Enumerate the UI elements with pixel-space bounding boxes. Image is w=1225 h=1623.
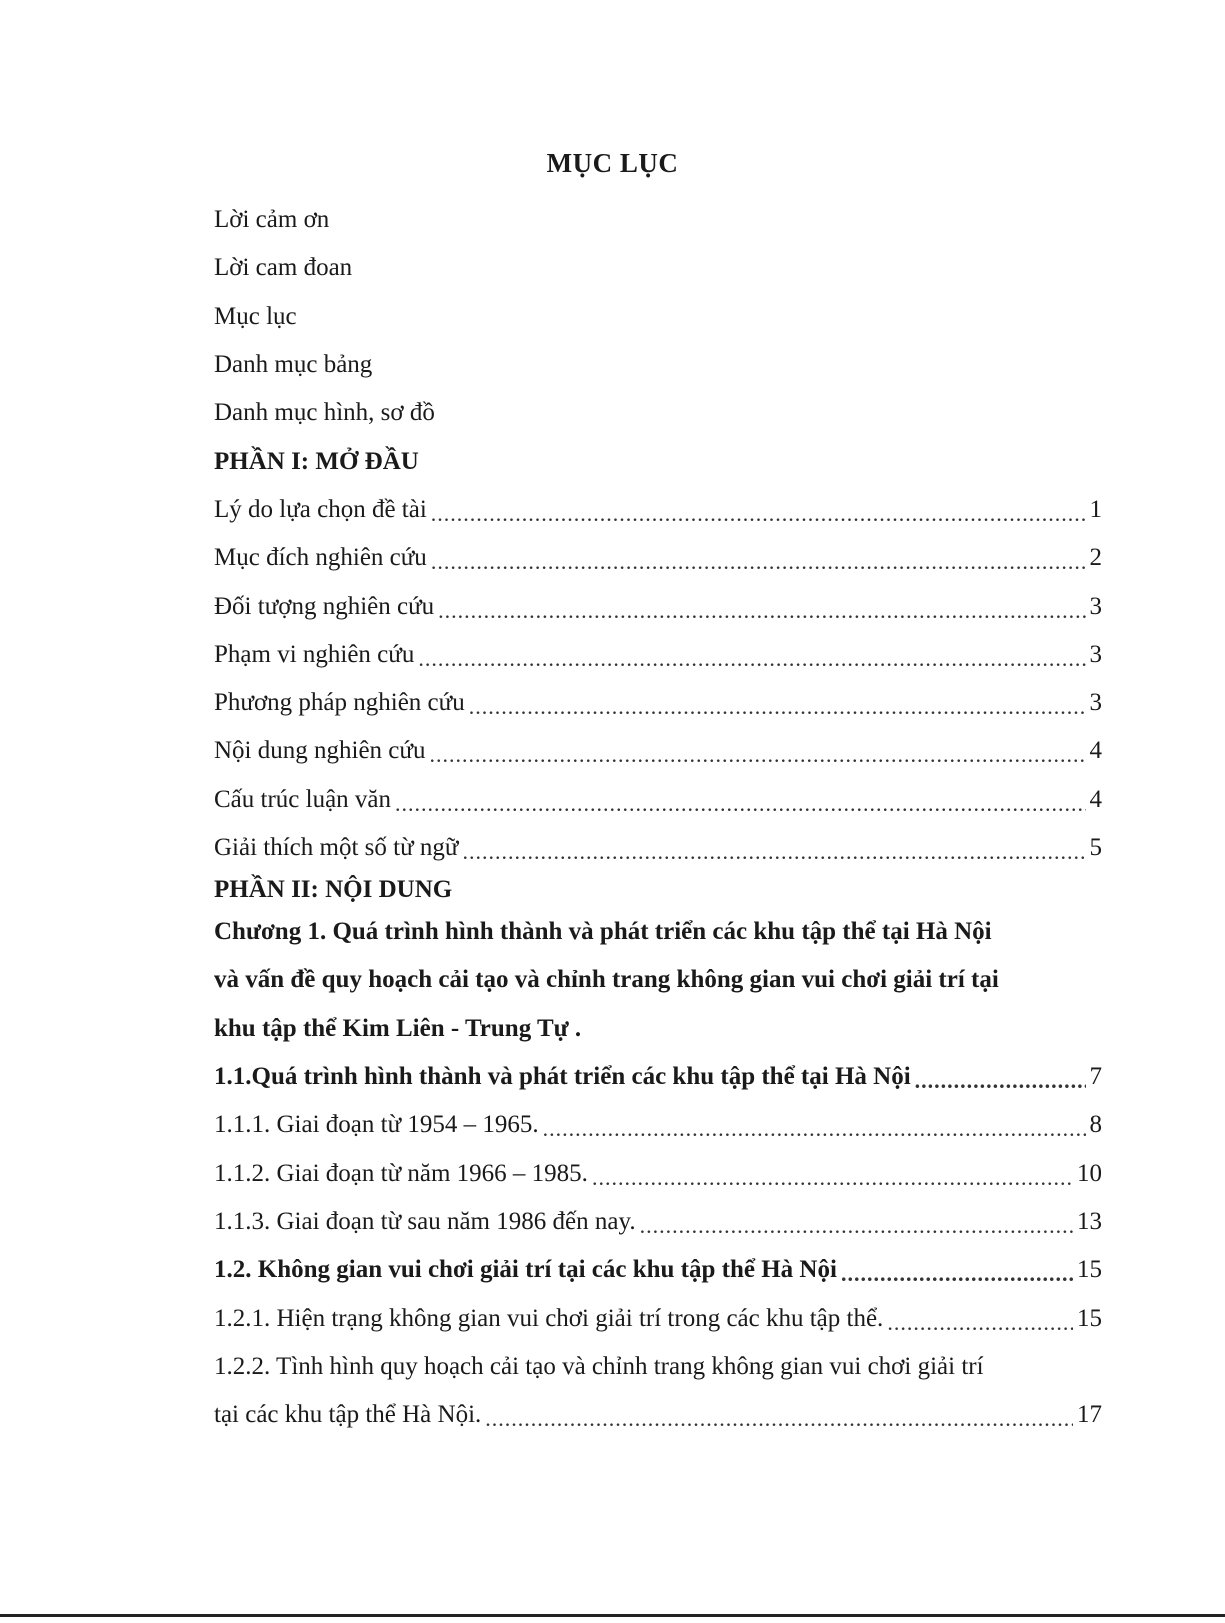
toc-entry: [214, 1101, 1102, 1149]
toc-front-label: Mục lục: [214, 302, 297, 330]
toc-front-item: [214, 389, 1102, 437]
chapter-line: khu tập thể Kim Liên - Trung Tự .: [214, 1014, 582, 1042]
toc-entry-page: 3: [1089, 689, 1102, 717]
toc-entry-page: 13: [1077, 1208, 1102, 1236]
toc-entry-label: Phạm vi nghiên cứu: [214, 640, 415, 668]
toc-entry-page: 10: [1077, 1159, 1102, 1187]
toc-front-label: Lời cam đoan: [214, 254, 353, 282]
toc-entry-label: 1.1.2. Giai đoạn từ năm 1966 – 1985.: [214, 1159, 588, 1187]
dot-leader: [438, 590, 1085, 624]
dot-leader: [462, 831, 1085, 865]
dot-leader: [469, 686, 1086, 720]
toc-entry-page: 4: [1089, 737, 1102, 765]
dot-leader: [418, 638, 1085, 672]
table-of-contents: [214, 196, 1102, 1439]
toc-entry-label-line2: tại các khu tập thể Hà Nội.: [214, 1401, 482, 1429]
toc-entry-label: Đối tượng nghiên cứu: [214, 592, 435, 620]
toc-entry: [214, 824, 1102, 872]
toc-entry: [214, 776, 1102, 824]
part2-heading-text: PHẦN II: NỘI DUNG: [214, 876, 453, 904]
chapter-line: và vấn đề quy hoạch cải tạo và chỉnh trang không gian vui chơi giải trí tại: [214, 966, 999, 994]
toc-entry: [214, 534, 1102, 582]
part1-heading-text: PHẦN I: MỞ ĐẦU: [214, 447, 419, 475]
toc-entry-page: 3: [1089, 640, 1102, 668]
toc-entry-page: 17: [1077, 1401, 1102, 1429]
toc-entry-page: 15: [1077, 1256, 1102, 1284]
toc-entry-label: 1.2. Không gian vui chơi giải trí tại các khu tập thể Hà Nội: [214, 1256, 837, 1284]
toc-entry: [214, 679, 1102, 727]
toc-entry: [214, 1053, 1102, 1101]
toc-entry: [214, 486, 1102, 534]
chapter-1-heading: [214, 908, 1102, 1053]
toc-entry-page: 15: [1077, 1304, 1102, 1332]
toc-front-item: [214, 196, 1102, 244]
page-title: MỤC LỤC: [546, 148, 679, 178]
toc-entry: [214, 1246, 1102, 1294]
toc-front-label: Danh mục bảng: [214, 351, 373, 379]
toc-entry-label: 1.1.3. Giai đoạn từ sau năm 1986 đến nay.: [214, 1208, 636, 1236]
dot-leader: [429, 734, 1085, 768]
toc-front-item: [214, 341, 1102, 389]
toc-entry-label: Phương pháp nghiên cứu: [214, 689, 465, 717]
toc-entry: [214, 1150, 1102, 1198]
toc-entry-line2: [214, 1391, 1102, 1439]
chapter-line: Chương 1. Quá trình hình thành và phát triển các khu tập thể tại Hà Nội: [214, 918, 992, 946]
part1-heading: [214, 437, 1102, 485]
toc-entry-page: 2: [1089, 544, 1102, 572]
toc-front-label: Lời cảm ơn: [214, 206, 330, 234]
dot-leader: [395, 783, 1085, 817]
dot-leader: [841, 1253, 1073, 1287]
toc-entry: [214, 1198, 1102, 1246]
dot-leader: [543, 1108, 1086, 1142]
toc-entry-page: 3: [1089, 592, 1102, 620]
dot-leader: [431, 493, 1086, 527]
toc-entry-label: Nội dung nghiên cứu: [214, 737, 426, 765]
toc-entry-page: 1: [1089, 495, 1102, 523]
dot-leader: [887, 1302, 1073, 1336]
toc-entry-label: 1.2.1. Hiện trạng không gian vui chơi giải trí trong các khu tập thể.: [214, 1304, 884, 1332]
toc-front-label: Danh mục hình, sơ đồ: [214, 399, 435, 427]
scan-edge-line: [0, 1614, 1225, 1617]
toc-front-item: [214, 293, 1102, 341]
toc-entry-label: 1.1.1. Giai đoạn từ 1954 – 1965.: [214, 1111, 539, 1139]
dot-leader: [485, 1398, 1073, 1432]
toc-entry-label: Mục đích nghiên cứu: [214, 544, 427, 572]
toc-entry-label: Cấu trúc luận văn: [214, 785, 392, 813]
toc-entry-label-line1: 1.2.2. Tình hình quy hoạch cải tạo và chỉnh trang không gian vui chơi giải trí: [214, 1352, 984, 1380]
toc-entry-page: 8: [1089, 1111, 1102, 1139]
toc-entry-label: Lý do lựa chọn đề tài: [214, 495, 427, 523]
toc-entry: [214, 582, 1102, 630]
dot-leader: [640, 1205, 1073, 1239]
toc-entry-page: 7: [1089, 1063, 1102, 1091]
toc-entry-label: 1.1.Quá trình hình thành và phát triển các khu tập thể tại Hà Nội: [214, 1063, 911, 1091]
toc-entry: [214, 1295, 1102, 1343]
toc-entry: [214, 631, 1102, 679]
dot-leader: [431, 541, 1086, 575]
toc-entry: [214, 727, 1102, 775]
dot-leader: [592, 1157, 1073, 1191]
dot-leader: [915, 1060, 1086, 1094]
toc-entry-page: 5: [1089, 834, 1102, 861]
toc-entry-wrapped: [214, 1343, 1102, 1440]
toc-entry-page: 4: [1089, 785, 1102, 813]
toc-entry-label: Giải thích một số từ ngữ: [214, 834, 459, 861]
toc-front-item: [214, 244, 1102, 292]
part2-heading: [214, 872, 1102, 908]
